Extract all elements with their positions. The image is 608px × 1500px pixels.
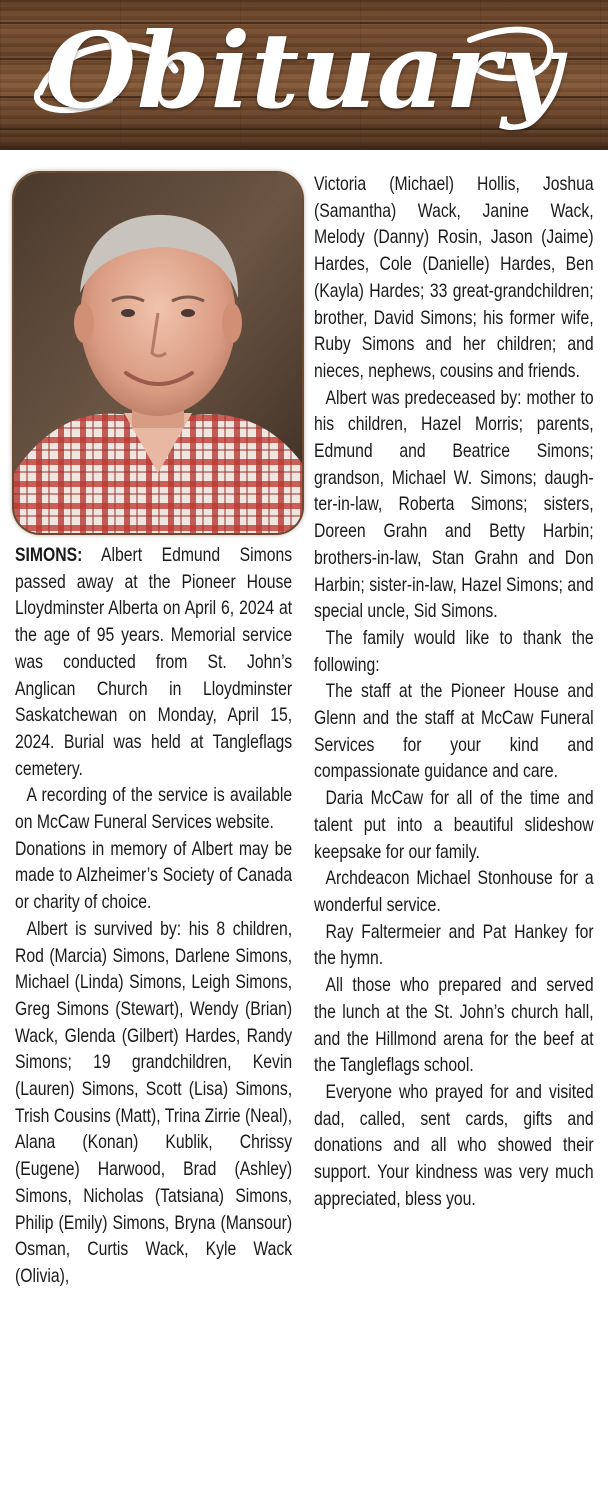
thanks-item: The staff at the Pioneer House and Glenn and the staff at McCaw Funeral Services for your kind and compassionate guidance and care. <box>314 681 594 783</box>
opening-paragraph <box>15 543 292 783</box>
surname-lead: SIMONS: <box>15 545 83 566</box>
predeceased-paragraph: Albert was predeceased by: mother to his children, Hazel Morris; parents, Edmund and Beatrice Simons; grandson, Michael W. Simons; daughter-in-law, Roberta Simons; sisters, Doreen Grahn and Betty Harbin; brothers-in-law, Stan Grahn and Don Harbin; sister-in-law, Hazel Simons; and special uncle, Sid Simons. <box>314 387 594 623</box>
thanks-item: All those who prepared and served the lunch at the St. John’s church hall, and the Hillmond arena for the beef at the Tangleflags school. <box>314 975 594 1077</box>
survived-continued: Victoria (Michael) Hollis, Joshua (Samantha) Wack, Janine Wack, Melody (Danny) Rosin, Jason (Jaime) Hardes, Cole (Danielle) Hardes, Ben (Kayla) Hardes; 33 great-grandchildren; brother, David Simons; his former wife, Ruby Simons and her children; and nieces, nephews, cousins and friends. <box>314 174 594 382</box>
survived-paragraph: Albert is survived by: his 8 children, Rod (Marcia) Simons, Darlene Simons, Michael (Linda) Simons, Leigh Simons, Greg Simons (Stewart), Wendy (Brian) Wack, Glenda (Gilbert) Hardes, Randy Simons; 19 grandchildren, Kevin (Lauren) Simons, Scott (Lisa) Simons, Trish Cousins (Matt), Trina Zirrie (Neal), Alana (Konan) Kublik, Chrissy (Eugene) Harwood, Brad (Ashley) Simons, Nicholas (Tatsiana) Simons, Philip (Emily) Simons, Bryna (Mansour) Osman, Curtis Wack, Kyle Wack (Olivia), <box>15 918 293 1287</box>
portrait-photo-icon <box>14 173 302 533</box>
right-column <box>314 172 594 1213</box>
portrait-photo <box>14 173 302 533</box>
thanks-item: Archdeacon Michael Stonhouse for a wonderful service. <box>314 868 594 916</box>
thanks-item: Daria McCaw for all of the time and talent put into a beautiful slideshow keepsake for our family. <box>314 788 594 863</box>
opening-text: Albert Edmund Simons passed away at the Pioneer House Lloydminster Alberta on April 6, 2024 at the age of 95 years. Memorial service was conducted from St. John’s Anglican Church in Lloydminster Saskatchewan on Monday, April 15, 2024. Burial was held at Tangleflags cemetery. <box>15 545 293 780</box>
page-title: Obituary <box>45 9 563 132</box>
recording-paragraph: A recording of the service is available on McCaw Funeral Services website. <box>15 785 293 834</box>
left-column <box>15 543 292 1291</box>
thanks-intro: The family would like to thank the following: <box>314 627 594 676</box>
donations-paragraph: Donations in memory of Albert may be made to Alzheimer’s Society of Canada or charity of choice. <box>15 838 293 914</box>
header-banner <box>0 0 608 150</box>
thanks-item: Ray Faltermeier and Pat Hankey for the hymn. <box>314 921 594 970</box>
thanks-item: Everyone who prayed for and visited dad, called, sent cards, gifts and donations and all who showed their support. Your kindness was very much appreciated, bless you. <box>314 1081 594 1210</box>
